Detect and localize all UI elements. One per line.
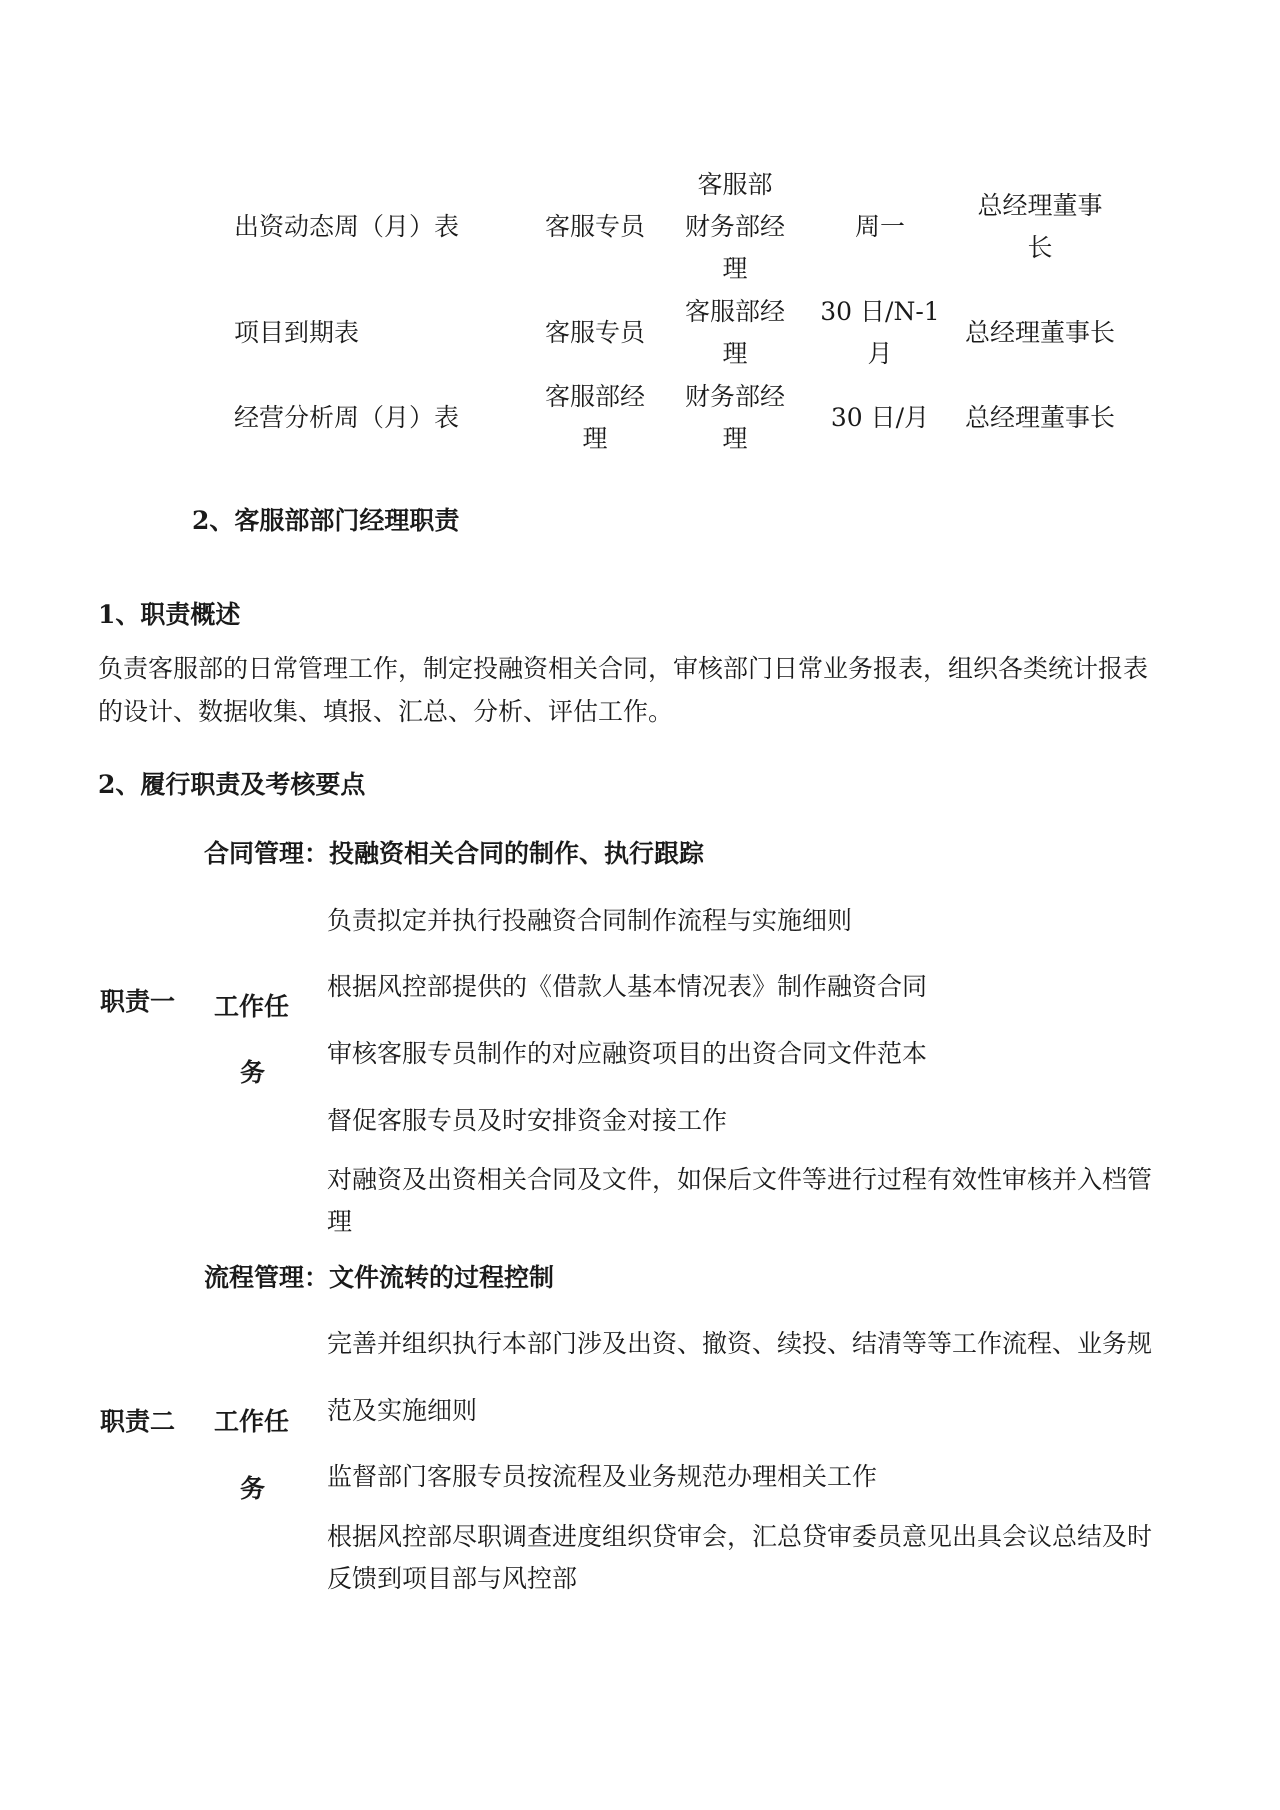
report-reviewer: 客服部 财务部经 理 xyxy=(684,170,785,283)
duty-label: 职责一 xyxy=(100,987,176,1016)
report-recipient: 总经理董事长 xyxy=(964,403,1115,432)
task-label: 工作任 xyxy=(214,1407,290,1436)
task-item: 监督部门客服专员按流程及业务规范办理相关工作 xyxy=(327,1462,878,1491)
task-label: 工作任 xyxy=(214,992,290,1021)
report-deadline: 30 日/月 xyxy=(830,403,930,432)
overview-heading: 1、职责概述 xyxy=(98,600,241,629)
report-name: 出资动态周（月）表 xyxy=(234,212,460,241)
report-name: 经营分析周（月）表 xyxy=(234,403,460,432)
task-item: 范及实施细则 xyxy=(327,1396,478,1425)
duty-label: 职责二 xyxy=(100,1407,176,1436)
task-item: 完善并组织执行本部门涉及出资、撤资、续投、结清等等工作流程、业务规 xyxy=(327,1329,1153,1358)
duty-title: 合同管理：投融资相关合同的制作、执行跟踪 xyxy=(204,839,705,868)
report-deadline: 周一 xyxy=(854,212,905,241)
report-reviewer: 客服部经 理 xyxy=(684,297,785,368)
task-item: 负责拟定并执行投融资合同制作流程与实施细则 xyxy=(327,906,853,935)
duties-heading: 2、履行职责及考核要点 xyxy=(98,770,366,799)
overview-line: 的设计、数据收集、填报、汇总、分析、评估工作。 xyxy=(98,697,674,726)
report-deadline: 30 日/N-1 月 xyxy=(820,297,940,368)
report-recipient: 总经理董事长 xyxy=(964,318,1115,347)
task-item: 根据风控部提供的《借款人基本情况表》制作融资合同 xyxy=(327,972,928,1001)
report-preparer: 客服专员 xyxy=(544,212,645,241)
report-preparer: 客服专员 xyxy=(544,318,645,347)
report-reviewer: 财务部经 理 xyxy=(684,382,785,453)
task-item: 对融资及出资相关合同及文件，如保后文件等进行过程有效性审核并入档管 理 xyxy=(327,1165,1153,1236)
task-item: 根据风控部尽职调查进度组织贷审会，汇总贷审委员意见出具会议总结及时 反馈到项目部与风控部 xyxy=(327,1522,1153,1593)
report-recipient: 总经理董事 长 xyxy=(977,191,1103,262)
task-label: 务 xyxy=(240,1058,266,1087)
duty-title: 流程管理：文件流转的过程控制 xyxy=(204,1263,555,1292)
section-heading: 2、客服部部门经理职责 xyxy=(192,506,460,535)
report-preparer: 客服部经 理 xyxy=(544,382,645,453)
task-label: 务 xyxy=(240,1474,266,1503)
overview-line: 负责客服部的日常管理工作，制定投融资相关合同，审核部门日常业务报表，组织各类统计报表 xyxy=(98,654,1149,683)
task-item: 审核客服专员制作的对应融资项目的出资合同文件范本 xyxy=(327,1039,928,1068)
report-name: 项目到期表 xyxy=(234,318,360,347)
task-item: 督促客服专员及时安排资金对接工作 xyxy=(327,1106,728,1135)
